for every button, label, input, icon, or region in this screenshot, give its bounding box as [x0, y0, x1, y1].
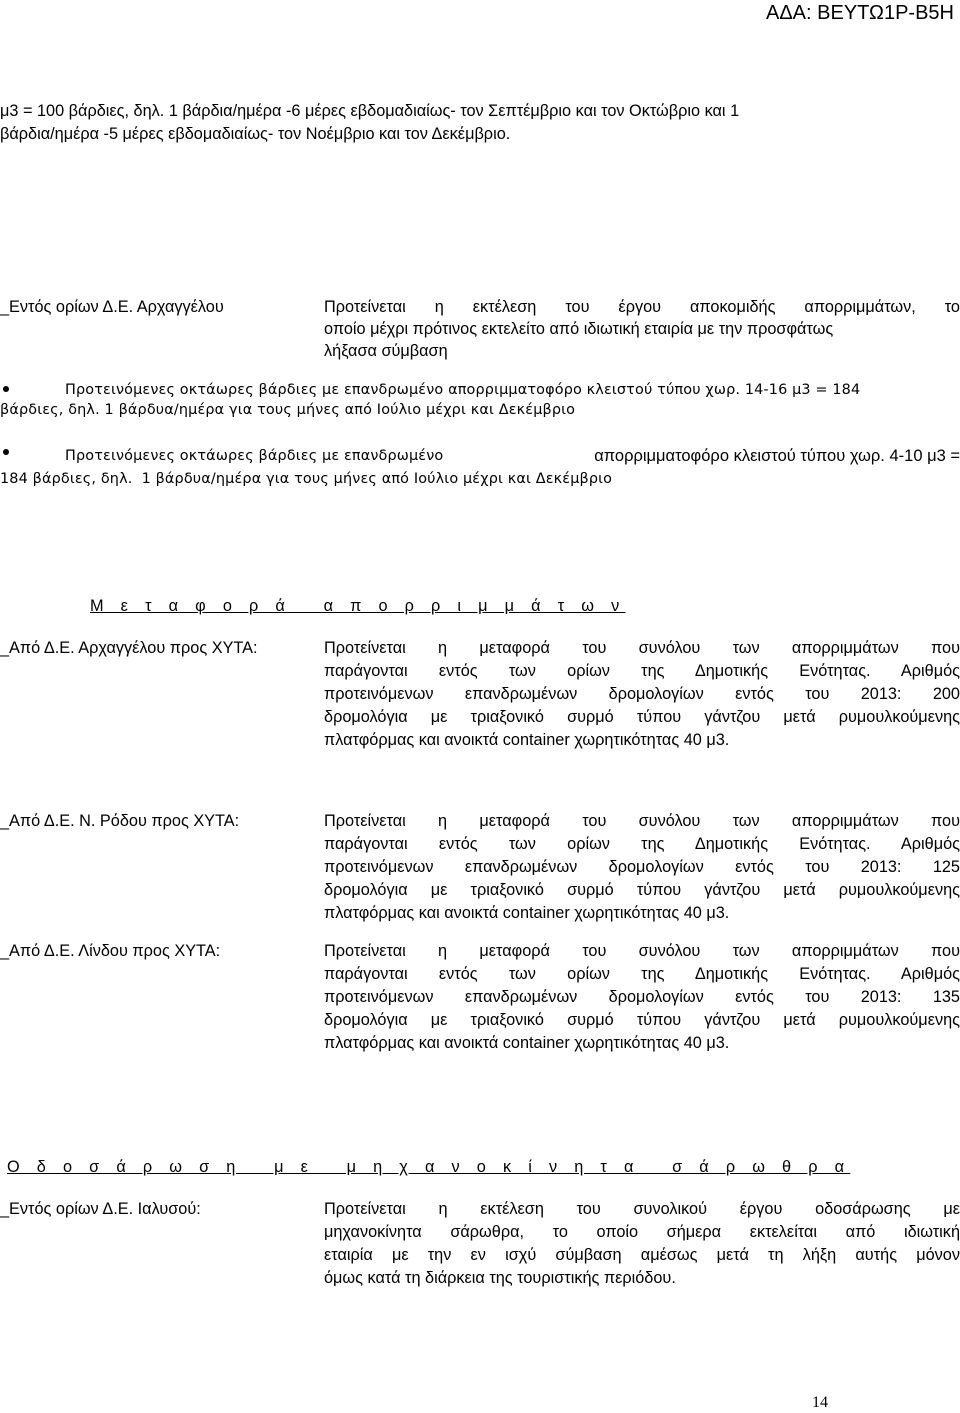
transport-entry-line: δρομολόγια με τριαξονικό συρμό τύπου γάντζου μετά ρυμουλκούμενης — [324, 1011, 960, 1029]
bullet-2-line-2 — [0, 466, 612, 489]
archangelos-desc-line-3: λήξασα σύμβαση — [324, 342, 448, 360]
bullet-2-line-2-part-b: 1 βάρδυα/ημέρα για τους μήνες από Ιούλιο μέχρι και Δεκέμβριο — [141, 471, 613, 487]
archangelos-desc-line-1: Προτείνεται η εκτέλεση του έργου αποκομιδής απορριμμάτων, το — [324, 298, 960, 316]
document-code: ΑΔΑ: ΒΕΥΤΩ1Ρ-Β5Η — [765, 2, 954, 24]
transport-entry-line: Προτείνεται η μεταφορά του συνόλου των απορριμμάτων που — [324, 942, 960, 960]
bullet-2-line-1 — [65, 445, 960, 468]
bullet-icon — [3, 449, 9, 455]
transport-entry-line: παράγονται εντός των ορίων της Δημοτικής Ενότητας. Αριθμός — [324, 662, 960, 680]
transport-entry-line: πλατφόρμας και ανοικτά container χωρητικότητας 40 μ3. — [324, 904, 730, 922]
archangelos-label: _Εντός ορίων Δ.Ε. Αρχαγγέλου — [0, 298, 224, 316]
intro-line-1: μ3 = 100 βάρδιες, δηλ. 1 βάρδια/ημέρα -6 μέρες εβδομαδιαίως- τον Σεπτέμβριο και τον Οκτώβριο και 1 — [0, 102, 740, 120]
transport-entry-line: δρομολόγια με τριαξονικό συρμό τύπου γάντζου μετά ρυμουλκούμενης — [324, 708, 960, 726]
page-number: 14 — [812, 1394, 828, 1411]
transport-entry-label: _Από Δ.Ε. Αρχαγγέλου προς ΧΥΤΑ: — [0, 639, 258, 657]
sweeping-heading: Ο δ ο σ ά ρ ω σ η μ ε μ η χ α ν ο κ ί ν η τ α σ ά ρ ω θ ρ α — [7, 1158, 851, 1176]
archangelos-desc-line-2: οποίο μέχρι πρότινος εκτελείτο από ιδιωτική εταιρία με την προσφάτως — [324, 320, 834, 338]
transport-entry-line: προτεινόμενων επανδρωμένων δρομολογίων εντός του 2013: 200 — [324, 685, 960, 703]
bullet-2-line-2-part-a: 184 βάρδιες, δηλ. — [0, 471, 133, 487]
transport-heading: Μ ε τ α φ ο ρ ά α π ο ρ ρ ι μ μ ά τ ω ν — [90, 597, 626, 615]
intro-line-2: βάρδια/ημέρα -5 μέρες εβδομαδιαίως- τον Νοέμβριο και τον Δεκέμβριο. — [0, 125, 511, 143]
transport-entry-label: _Από Δ.Ε. Λίνδου προς ΧΥΤΑ: — [0, 942, 221, 960]
sweeping-line: Προτείνεται η εκτέλεση του συνολικού έργου οδοσάρωσης με — [324, 1200, 960, 1218]
transport-entry-line: προτεινόμενων επανδρωμένων δρομολογίων εντός του 2013: 125 — [324, 858, 960, 876]
transport-entry-line: δρομολόγια με τριαξονικό συρμό τύπου γάντζου μετά ρυμουλκούμενης — [324, 881, 960, 899]
bullet-1-line-2: βάρδιες, δηλ. 1 βάρδυα/ημέρα για τους μήνες από Ιούλιο μέχρι και Δεκέμβριο — [0, 402, 576, 418]
bullet-1-line-1: Προτεινόμενες οκτάωρες βάρδιες με επανδρωμένο απορριμματοφόρο κλειστού τύπου χωρ. 14-16 μ3 = 184 — [65, 382, 861, 398]
transport-entry-line: πλατφόρμας και ανοικτά container χωρητικότητας 40 μ3. — [324, 731, 730, 749]
transport-entry-line: Προτείνεται η μεταφορά του συνόλου των απορριμμάτων που — [324, 639, 960, 657]
sweeping-line: όμως κατά τη διάρκεια της τουριστικής περιόδου. — [324, 1269, 676, 1287]
transport-entry-label: _Από Δ.Ε. Ν. Ρόδου προς ΧΥΤΑ: — [0, 812, 240, 830]
sweeping-line: μηχανοκίνητα σάρωθρα, το οποίο σήμερα εκτελείται από ιδιωτική — [324, 1223, 960, 1241]
sweeping-label: _Εντός ορίων Δ.Ε. Ιαλυσού: — [0, 1200, 201, 1218]
bullet-icon — [3, 386, 9, 392]
sweeping-line: εταιρία με την εν ισχύ σύμβαση αμέσως μετά τη λήξη αυτής μόνον — [324, 1246, 960, 1264]
bullet-2-line-1-part-b: απορριμματοφόρο κλειστού τύπου χωρ. 4-10 μ3 = — [594, 447, 960, 465]
transport-entry-line: προτεινόμενων επανδρωμένων δρομολογίων εντός του 2013: 135 — [324, 988, 960, 1006]
transport-entry-line: πλατφόρμας και ανοικτά container χωρητικότητας 40 μ3. — [324, 1034, 730, 1052]
bullet-2-line-1-part-a: Προτεινόμενες οκτάωρες βάρδιες με επανδρωμένο — [65, 448, 444, 464]
transport-entry-line: Προτείνεται η μεταφορά του συνόλου των απορριμμάτων που — [324, 812, 960, 830]
transport-entry-line: παράγονται εντός των ορίων της Δημοτικής Ενότητας. Αριθμός — [324, 835, 960, 853]
transport-entry-line: παράγονται εντός των ορίων της Δημοτικής Ενότητας. Αριθμός — [324, 965, 960, 983]
